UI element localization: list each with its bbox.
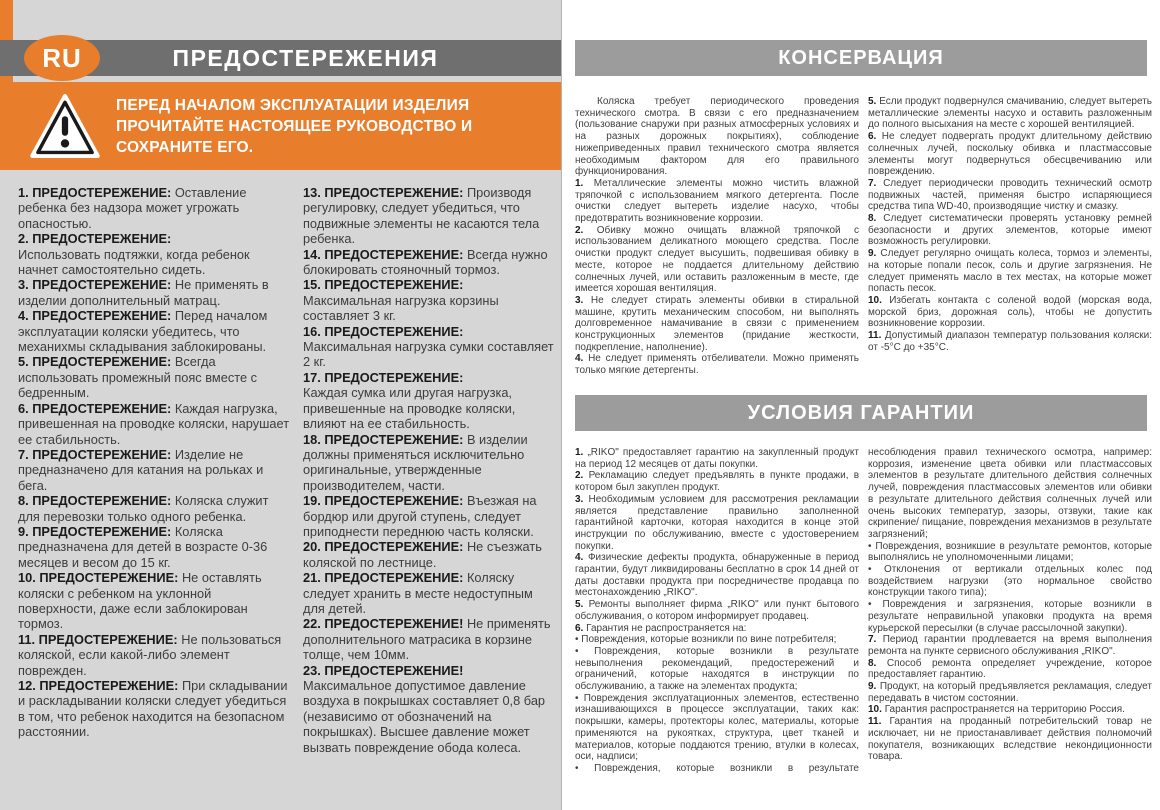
warning-item: 21. ПРЕДОСТЕРЕЖЕНИЕ: Коляску следует хранить в месте недоступным для детей. bbox=[303, 570, 533, 616]
warranty-column-1 bbox=[575, 447, 859, 775]
paragraph-number: 8. bbox=[868, 213, 877, 225]
warning-label: 9. ПРЕДОСТЕРЕЖЕНИЕ: bbox=[18, 523, 172, 539]
maintenance-header-band bbox=[575, 40, 1147, 76]
paragraph-number: • bbox=[575, 645, 579, 657]
warning-item: 16. ПРЕДОСТЕРЕЖЕНИЕ: Максимальная нагрузка сумки составляет 2 кг. bbox=[303, 323, 554, 370]
warning-item: 4. ПРЕДОСТЕРЕЖЕНИЕ: Перед началом эксплуатации коляски убедитесь, что механихмы складывания заблокированы. bbox=[18, 308, 268, 355]
maintenance-paragraph: 10. Избегать контакта с соленой водой (морская вода, морской бриз, дорожная соль), чтобы не допустить возникновение коррозии. bbox=[868, 294, 1152, 330]
warning-item: 3. ПРЕДОСТЕРЕЖЕНИЕ: Не применять в изделии дополнительный матрац. bbox=[18, 277, 269, 308]
warning-item: 11. ПРЕДОСТЕРЕЖЕНИЕ: Не пользоваться коляской, если какой-либо элемент поврежден. bbox=[18, 631, 282, 678]
paragraph-number: 11. bbox=[868, 330, 882, 342]
maintenance-column-1 bbox=[575, 96, 859, 377]
warranty-paragraph: 7. Период гарантии продлевается на время выполнения ремонта на пункте сервисного обслуживания „RIKO". bbox=[868, 634, 1152, 657]
paragraph-number: 5. bbox=[575, 599, 584, 611]
warranty-title: УСЛОВИЯ ГАРАНТИИ bbox=[747, 401, 975, 424]
warranty-header-band bbox=[575, 395, 1147, 431]
paragraph-number: 1. bbox=[575, 177, 584, 189]
warranty-paragraph: 4. Физические дефекты продукта, обнаруженные в период гарантии, будут ликвидированы бесплатно в срок 14 дней от даты доставки продукта при посредничестве продавца по местонахождению „RIKO". bbox=[575, 552, 860, 599]
notice-line: СОХРАНИТЕ ЕГО. bbox=[116, 138, 254, 156]
warning-label: 3. ПРЕДОСТЕРЕЖЕНИЕ: bbox=[18, 277, 172, 293]
maintenance-paragraph: 9. Следует регулярно очищать колеса, тормоз и элементы, на которые попали песок, соль и другие загрязнения. Не следует применять масло в тех местах, на которые может попасть песок. bbox=[868, 248, 1153, 295]
maintenance-paragraph: 7. Следует периодически проводить технический осмотр подвижных частей, применяя быстро испаряющиеся средства типа WD-40, производящие чистку и смазку. bbox=[868, 177, 1152, 213]
paragraph-number: 4. bbox=[575, 353, 584, 365]
paragraph-number: 10. bbox=[868, 294, 882, 306]
warning-triangle-icon bbox=[30, 94, 100, 158]
warranty-paragraph: 11. Гарантия на проданный потребительский товар не исключает, ни не приостанавливает действия полномочий покупателя, возникающих вследствие некондиционности товара. bbox=[868, 716, 1152, 763]
warning-label: 16. ПРЕДОСТЕРЕЖЕНИЕ: bbox=[303, 323, 464, 339]
warning-item: 20. ПРЕДОСТЕРЕЖЕНИЕ: Не съезжать коляской по лестнице. bbox=[303, 539, 542, 570]
warranty-paragraph: • Повреждения, возникшие в результате ремонтов, которые выполнялись не уполномоченными лицами; bbox=[868, 540, 1153, 564]
warning-label: 1. ПРЕДОСТЕРЕЖЕНИЕ: bbox=[18, 185, 172, 200]
warning-item: 14. ПРЕДОСТЕРЕЖЕНИЕ: Всегда нужно блокировать стояночный тормоз. bbox=[303, 246, 548, 278]
warning-item: 23. ПРЕДОСТЕРЕЖЕНИЕ! Максимальное допустимое давление воздуха в покрышках составляет 0,8 бар (независимо от обозначений на покрышках). Высшее давление может вызвать повреждение обода колеса. bbox=[303, 662, 546, 755]
warning-label: 19. ПРЕДОСТЕРЕЖЕНИЕ: bbox=[303, 493, 464, 509]
language-badge: RU bbox=[24, 35, 100, 81]
warning-label: 17. ПРЕДОСТЕРЕЖЕНИЕ: bbox=[303, 369, 464, 385]
warnings-title: ПРЕДОСТЕРЕЖЕНИЯ bbox=[172, 44, 439, 71]
warnings-columns bbox=[18, 185, 555, 755]
warning-item: 7. ПРЕДОСТЕРЕЖЕНИЕ: Изделие не предназначено для катания на рольках и бега. bbox=[18, 446, 264, 493]
warning-label: 6. ПРЕДОСТЕРЕЖЕНИЕ: bbox=[18, 400, 172, 416]
warning-label: 15. ПРЕДОСТЕРЕЖЕНИЕ: bbox=[303, 277, 464, 293]
paragraph-number: 7. bbox=[868, 177, 877, 189]
warranty-paragraph: 2. Рекламацию следует предъявлять в пункте продажи, в котором был закуплен продукт. bbox=[575, 470, 860, 494]
warning-item: 9. ПРЕДОСТЕРЕЖЕНИЕ: Коляска предназначена для детей в возрасте 0-36 месяцев и весом до 15 кг. bbox=[18, 523, 268, 570]
maintenance-title: КОНСЕРВАЦИЯ bbox=[778, 46, 944, 69]
warranty-paragraph: 3. Необходимым условием для рассмотрения рекламации является представление правильно заполненной гарантийной карточки, которая находится в конце этой инструкции по обслуживанию, вместе с удостоверением покупки. bbox=[575, 493, 859, 552]
warranty-paragraph: 10. Гарантия распространяется на территорию Россия. bbox=[868, 704, 1125, 716]
maintenance-paragraph: 8. Следует систематически проверять установку ремней безопасности и других элементов, которые имеют возможность регулировки. bbox=[868, 213, 1153, 248]
warning-item: 5. ПРЕДОСТЕРЕЖЕНИЕ: Всегда использовать промежный пояс вместе с бедренным. bbox=[18, 354, 258, 401]
warning-label: 13. ПРЕДОСТЕРЕЖЕНИЕ: bbox=[303, 185, 464, 200]
warning-item: 12. ПРЕДОСТЕРЕЖЕНИЕ: При складывании и раскладывании коляски следует убедиться в том, что ребенок находится на безопасном расстоянии. bbox=[18, 678, 288, 740]
warning-item: 13. ПРЕДОСТЕРЕЖЕНИЕ: Производя регулировку, следует убедиться, что подвижные элементы не касаются тела ребенка. bbox=[303, 185, 540, 247]
read-manual-notice bbox=[0, 82, 561, 170]
warranty-column-2 bbox=[868, 447, 1152, 775]
warning-label: 23. ПРЕДОСТЕРЕЖЕНИЕ! bbox=[303, 662, 464, 678]
maintenance-paragraph: 3. Не следует стирать элементы обивки в стиральной машине, крутить механическим способом, ни выполнять долговременное намачивание в связи с применением конструкционных элементов (придание жесткости, подкрепление, наполнение). bbox=[575, 294, 859, 353]
paragraph-number: • bbox=[575, 692, 579, 704]
notice-line: ПРОЧИТАЙТЕ НАСТОЯЩЕЕ РУКОВОДСТВО И bbox=[116, 117, 473, 135]
paragraph-number: • bbox=[868, 599, 872, 611]
paragraph-number: 9. bbox=[868, 681, 877, 693]
paragraph-number: • bbox=[868, 540, 872, 552]
warning-item: 17. ПРЕДОСТЕРЕЖЕНИЕ: Каждая сумка или другая нагрузка, привешенные на проводке коляски, влияют на ее стабильность. bbox=[303, 369, 516, 432]
warranty-paragraph: несоблюдения правил технического осмотра, например: коррозия, изменение цвета обивки или пластмассовых элементов в результате длительного действия солнечных лучей, повреждения пластмассовых элементов или обивки в результате длительного действия солнечных лучей или очень высоких температур, зазоры, отзвуки, такие как скрипение/ пищание, повреждения механизмов в результате загрязнений; bbox=[868, 447, 1152, 540]
paragraph-number: 9. bbox=[868, 248, 877, 260]
warnings-column-2 bbox=[303, 185, 555, 755]
warning-item: 8. ПРЕДОСТЕРЕЖЕНИЕ: Коляска служит для перевозки только одного ребенка. bbox=[18, 493, 269, 524]
warning-item: 15. ПРЕДОСТЕРЕЖЕНИЕ: Максимальная нагрузка корзины составляет 3 кг. bbox=[303, 277, 499, 324]
warranty-paragraph: 1. „RIKO" предоставляет гарантию на закупленный продукт на период 12 месяцев от даты покупки. bbox=[575, 447, 859, 470]
warning-label: 21. ПРЕДОСТЕРЕЖЕНИЕ: bbox=[303, 570, 464, 586]
paragraph-number: 2. bbox=[575, 470, 584, 482]
maintenance-paragraph: 5. Если продукт подвернулся смачиванию, следует вытереть металлические элементы насухо и оставить разложенным до полного высыхания на месте с хорошей вентиляцией. bbox=[868, 96, 1152, 131]
warning-label: 14. ПРЕДОСТЕРЕЖЕНИЕ: bbox=[303, 246, 464, 262]
warning-item: 10. ПРЕДОСТЕРЕЖЕНИЕ: Не оставлять коляски с ребенком на уклонной поверхности, даже если заблокирован тормоз. bbox=[18, 570, 262, 632]
warranty-paragraph: 5. Ремонты выполняет фирма „RIKO" или пункт бытового обслуживания, о котором информирует продавец. bbox=[575, 599, 860, 622]
warnings-panel bbox=[0, 0, 562, 810]
paragraph-number: 3. bbox=[575, 493, 584, 505]
warranty-paragraph: • Повреждения, которые возникли по вине потребителя; bbox=[575, 634, 837, 646]
maintenance-columns bbox=[575, 96, 1152, 377]
warning-label: 5. ПРЕДОСТЕРЕЖЕНИЕ: bbox=[18, 354, 172, 370]
warning-label: 18. ПРЕДОСТЕРЕЖЕНИЕ: bbox=[303, 431, 464, 447]
paragraph-number: 2. bbox=[575, 224, 584, 236]
warranty-paragraph: 9. Продукт, на который предъявляется рекламация, следует передавать в чистом состоянии. bbox=[868, 681, 1152, 704]
paragraph-number: 11. bbox=[868, 716, 882, 728]
paragraph-number: • bbox=[868, 564, 872, 576]
maintenance-paragraph: 1. Металлические элементы можно чистить влажной тряпочкой с использованием мягкого детергента. После очистки следует вытереть изделие насухо, чтобы предотвратить возникновение коррозии. bbox=[575, 177, 859, 225]
warnings-header-band bbox=[0, 40, 561, 76]
paragraph-number: 8. bbox=[868, 657, 877, 669]
warranty-paragraph: 8. Способ ремонта определяет учреждение, которое предоставляет гарантию. bbox=[868, 657, 1152, 681]
warning-item: 18. ПРЕДОСТЕРЕЖЕНИЕ: В изделии должны применяться исключительно оригинальные, утвержденные производителем, части. bbox=[303, 431, 528, 493]
paragraph-number: 5. bbox=[868, 96, 877, 107]
warning-label: 11. ПРЕДОСТЕРЕЖЕНИЕ: bbox=[18, 631, 178, 647]
warning-label: 10. ПРЕДОСТЕРЕЖЕНИЕ: bbox=[18, 570, 179, 586]
maintenance-column-2 bbox=[868, 96, 1152, 377]
paragraph-number: 1. bbox=[575, 447, 584, 458]
warning-item: 2. ПРЕДОСТЕРЕЖЕНИЕ: Использовать подтяжки, когда ребенок начнет самостоятельно сидеть. bbox=[18, 231, 250, 278]
warning-label: 22. ПРЕДОСТЕРЕЖЕНИЕ! bbox=[303, 616, 464, 632]
paragraph-number: 7. bbox=[868, 634, 877, 646]
maintenance-paragraph: Коляска требует периодического проведения технического смотра. В связи с его предназначением (пользование снаружи при разных атмосферных условиях и на разных дорожных покрытиях), соблюдение нижеприведенных правил технического смотра является необходимым фактором для его правильного функционирования. bbox=[575, 96, 859, 178]
warning-label: 7. ПРЕДОСТЕРЕЖЕНИЕ: bbox=[18, 446, 172, 462]
warning-label: 20. ПРЕДОСТЕРЕЖЕНИЕ: bbox=[303, 539, 464, 555]
warning-item: 22. ПРЕДОСТЕРЕЖЕНИЕ! Не применять дополнительного матрасика в корзине толще, чем 10мм. bbox=[303, 616, 551, 663]
warranty-paragraph: • Отклонения от вертикали отдельных колес под воздействием нагрузки (это нормальное свойство конструкции такого типа); bbox=[868, 564, 1152, 599]
paragraph-number: 4. bbox=[575, 552, 584, 564]
warning-label: 8. ПРЕДОСТЕРЕЖЕНИЕ: bbox=[18, 493, 172, 509]
warning-item: 19. ПРЕДОСТЕРЕЖЕНИЕ: Въезжая на бордюр или другой ступень, следует приподнести переднюю часть коляски. bbox=[303, 493, 537, 539]
notice-text bbox=[116, 95, 472, 158]
notice-line: ПЕРЕД НАЧАЛОМ ЭКСПЛУАТАЦИИ ИЗДЕЛИЯ bbox=[116, 96, 470, 114]
maintenance-warranty-panel bbox=[562, 0, 1160, 810]
warranty-paragraph: • Повреждения, которые возникли в результате невыполнения рекомендаций, предостережений и ограничений, которые находятся в инструкции по обслуживанию, а также на элементах продукта; bbox=[575, 645, 859, 693]
warning-label: 4. ПРЕДОСТЕРЕЖЕНИЕ: bbox=[18, 308, 172, 324]
paragraph-number: 10. bbox=[868, 704, 882, 716]
warning-label: 2. ПРЕДОСТЕРЕЖЕНИЕ: bbox=[18, 231, 172, 247]
warranty-paragraph: • Повреждения эксплуатационных элементов, естественно изнашивающихся в процессе эксплуатации, таких как: покрышки, камеры, протекторы колес, материалы, которые применяются на рукоятках, структура, цвет тканей и материалов, которые поддаются трению, втулки в колесах, оси, надписи; bbox=[575, 692, 860, 763]
paragraph-number: 6. bbox=[575, 622, 584, 634]
warranty-columns bbox=[575, 447, 1152, 775]
warning-item: 6. ПРЕДОСТЕРЕЖЕНИЕ: Каждая нагрузка, привешенная на проводке коляски, нарушает ее стабильность. bbox=[18, 400, 290, 447]
paragraph-number: • bbox=[575, 762, 579, 774]
warranty-paragraph: • Повреждения, которые возникли в результате bbox=[575, 762, 859, 774]
warning-label: 12. ПРЕДОСТЕРЕЖЕНИЕ: bbox=[18, 678, 179, 693]
paragraph-number: 3. bbox=[575, 294, 584, 306]
warranty-paragraph: 6. Гарантия не распространяется на: bbox=[575, 622, 747, 634]
warning-item: 1. ПРЕДОСТЕРЕЖЕНИЕ: Оставление ребенка без надзора может угрожать опасностью. bbox=[18, 185, 247, 231]
maintenance-paragraph: 2. Обивку можно очищать влажной тряпочкой с использованием деликатного моющего средства. После очистки продукт следует высушить, подвешивая обивку в месте, которое не поддается длительному действию солнечных лучей, или оставить разложенным в месте, где имеется хорошая вентиляция. bbox=[575, 224, 860, 295]
maintenance-paragraph: 6. Не следует подвергать продукт длительному действию солнечных лучей, поскольку обивка и пластмассовые элементы могут подвернуться обесцвечиванию или повреждению. bbox=[868, 131, 1152, 178]
warranty-paragraph: • Повреждения и загрязнения, которые возникли в результате неправильной упаковки продукта на время курьерской пересылки (в случае рассылочной закупки). bbox=[868, 599, 1152, 634]
maintenance-paragraph: 11. Допустимый диапазон температур пользования коляски: от -5°C до +35°C. bbox=[868, 330, 1152, 353]
paragraph-number: 6. bbox=[868, 131, 877, 143]
paragraph-number: • bbox=[575, 634, 579, 646]
maintenance-paragraph: 4. Не следует применять отбеливатели. Можно применять только мягкие детергенты. bbox=[575, 353, 859, 377]
warnings-column-1 bbox=[18, 185, 290, 755]
